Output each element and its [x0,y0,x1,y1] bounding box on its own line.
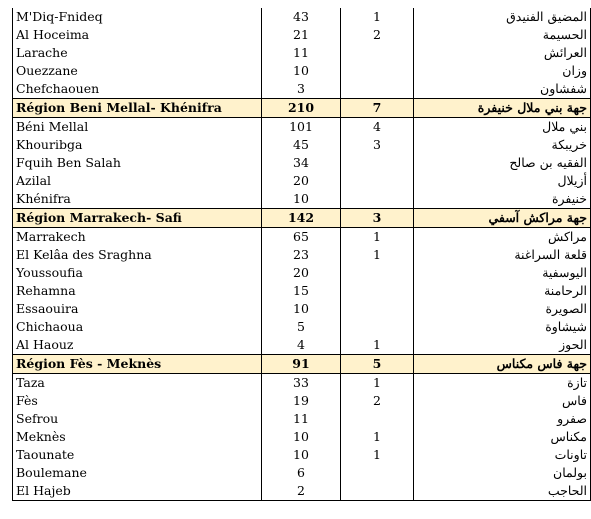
name-ar-cell: تازة [414,374,591,393]
table-row [13,336,591,355]
total-cell: 10 [262,446,341,464]
name-ar-cell: الحوز [414,336,591,355]
table-row [13,228,591,247]
total-cell: 3 [262,80,341,99]
name-ar-cell: جهة مراكش آسفي [414,209,591,228]
table-row [13,392,591,410]
count-cell [341,464,414,482]
table-row [13,8,591,26]
table-row [13,80,591,99]
table-row [13,44,591,62]
name-fr-cell: Khouribga [13,136,262,154]
total-cell: 20 [262,172,341,190]
name-ar-cell: تاونات [414,446,591,464]
total-cell: 43 [262,8,341,26]
total-cell: 33 [262,374,341,393]
name-ar-cell: الرحامنة [414,282,591,300]
name-ar-cell: شفشاون [414,80,591,99]
table-row [13,282,591,300]
name-fr-cell: Larache [13,44,262,62]
count-cell: 1 [341,428,414,446]
name-fr-cell: Fquih Ben Salah [13,154,262,172]
table-row [13,118,591,137]
name-fr-cell: Al Haouz [13,336,262,355]
total-cell: 23 [262,246,341,264]
count-cell [341,482,414,501]
count-cell: 3 [341,136,414,154]
name-ar-cell: الحاجب [414,482,591,501]
name-fr-cell: Béni Mellal [13,118,262,137]
total-cell: 5 [262,318,341,336]
count-cell [341,410,414,428]
count-cell [341,154,414,172]
name-fr-cell: Sefrou [13,410,262,428]
name-fr-cell: Khénifra [13,190,262,209]
count-cell: 1 [341,246,414,264]
count-cell: 2 [341,392,414,410]
total-cell: 19 [262,392,341,410]
name-ar-cell: خنيفرة [414,190,591,209]
count-cell [341,300,414,318]
name-fr-cell: Rehamna [13,282,262,300]
count-cell [341,172,414,190]
total-cell: 2 [262,482,341,501]
count-cell: 1 [341,336,414,355]
table-row [13,62,591,80]
table-row [13,318,591,336]
table-row [13,428,591,446]
total-cell: 6 [262,464,341,482]
table-row [13,410,591,428]
region-row [13,99,591,118]
count-cell: 7 [341,99,414,118]
name-fr-cell: Boulemane [13,464,262,482]
count-cell: 1 [341,446,414,464]
name-ar-cell: قلعة السراغنة [414,246,591,264]
name-ar-cell: مراكش [414,228,591,247]
total-cell: 45 [262,136,341,154]
name-fr-cell: Chefchaouen [13,80,262,99]
name-ar-cell: وزان [414,62,591,80]
name-fr-cell: Région Beni Mellal- Khénifra [13,99,262,118]
count-cell [341,318,414,336]
name-fr-cell: M'Diq-Fnideq [13,8,262,26]
table-row [13,464,591,482]
name-fr-cell: Région Marrakech- Safi [13,209,262,228]
name-ar-cell: جهة بني ملال خنيفرة [414,99,591,118]
count-cell: 3 [341,209,414,228]
total-cell: 10 [262,190,341,209]
name-fr-cell: El Hajeb [13,482,262,501]
name-ar-cell: الصويرة [414,300,591,318]
name-ar-cell: الحسيمة [414,26,591,44]
name-ar-cell: مكناس [414,428,591,446]
region-row [13,209,591,228]
table-row [13,264,591,282]
table-row [13,26,591,44]
name-fr-cell: Région Fès - Meknès [13,355,262,374]
name-fr-cell: Fès [13,392,262,410]
total-cell: 142 [262,209,341,228]
name-fr-cell: Al Hoceima [13,26,262,44]
province-stats-table [12,8,591,501]
name-ar-cell: العرائش [414,44,591,62]
table-row [13,246,591,264]
total-cell: 11 [262,410,341,428]
table-row [13,136,591,154]
name-fr-cell: Essaouira [13,300,262,318]
name-ar-cell: اليوسفية [414,264,591,282]
name-ar-cell: المضيق الفنيدق [414,8,591,26]
total-cell: 11 [262,44,341,62]
count-cell: 5 [341,355,414,374]
total-cell: 65 [262,228,341,247]
name-ar-cell: خريبكة [414,136,591,154]
count-cell: 1 [341,228,414,247]
name-fr-cell: Marrakech [13,228,262,247]
name-fr-cell: El Kelâa des Sraghna [13,246,262,264]
total-cell: 10 [262,62,341,80]
table-row [13,300,591,318]
count-cell: 2 [341,26,414,44]
count-cell [341,44,414,62]
count-cell [341,62,414,80]
total-cell: 101 [262,118,341,137]
total-cell: 4 [262,336,341,355]
count-cell [341,80,414,99]
region-row [13,355,591,374]
name-ar-cell: الفقيه بن صالح [414,154,591,172]
count-cell [341,282,414,300]
table-row [13,190,591,209]
count-cell: 1 [341,8,414,26]
name-ar-cell: فاس [414,392,591,410]
total-cell: 10 [262,300,341,318]
name-ar-cell: جهة فاس مكناس [414,355,591,374]
total-cell: 20 [262,264,341,282]
table-row [13,374,591,393]
name-ar-cell: بولمان [414,464,591,482]
name-fr-cell: Meknès [13,428,262,446]
name-fr-cell: Taounate [13,446,262,464]
count-cell [341,190,414,209]
total-cell: 34 [262,154,341,172]
name-fr-cell: Azilal [13,172,262,190]
name-fr-cell: Ouezzane [13,62,262,80]
count-cell: 4 [341,118,414,137]
total-cell: 210 [262,99,341,118]
table-body [13,8,591,501]
table-row [13,446,591,464]
name-ar-cell: شيشاوة [414,318,591,336]
total-cell: 10 [262,428,341,446]
count-cell: 1 [341,374,414,393]
name-fr-cell: Chichaoua [13,318,262,336]
table-row [13,482,591,501]
total-cell: 15 [262,282,341,300]
total-cell: 21 [262,26,341,44]
name-fr-cell: Youssoufia [13,264,262,282]
count-cell [341,264,414,282]
name-ar-cell: أزيلال [414,172,591,190]
name-fr-cell: Taza [13,374,262,393]
name-ar-cell: صفرو [414,410,591,428]
name-ar-cell: بني ملال [414,118,591,137]
table-row [13,172,591,190]
table-row [13,154,591,172]
total-cell: 91 [262,355,341,374]
